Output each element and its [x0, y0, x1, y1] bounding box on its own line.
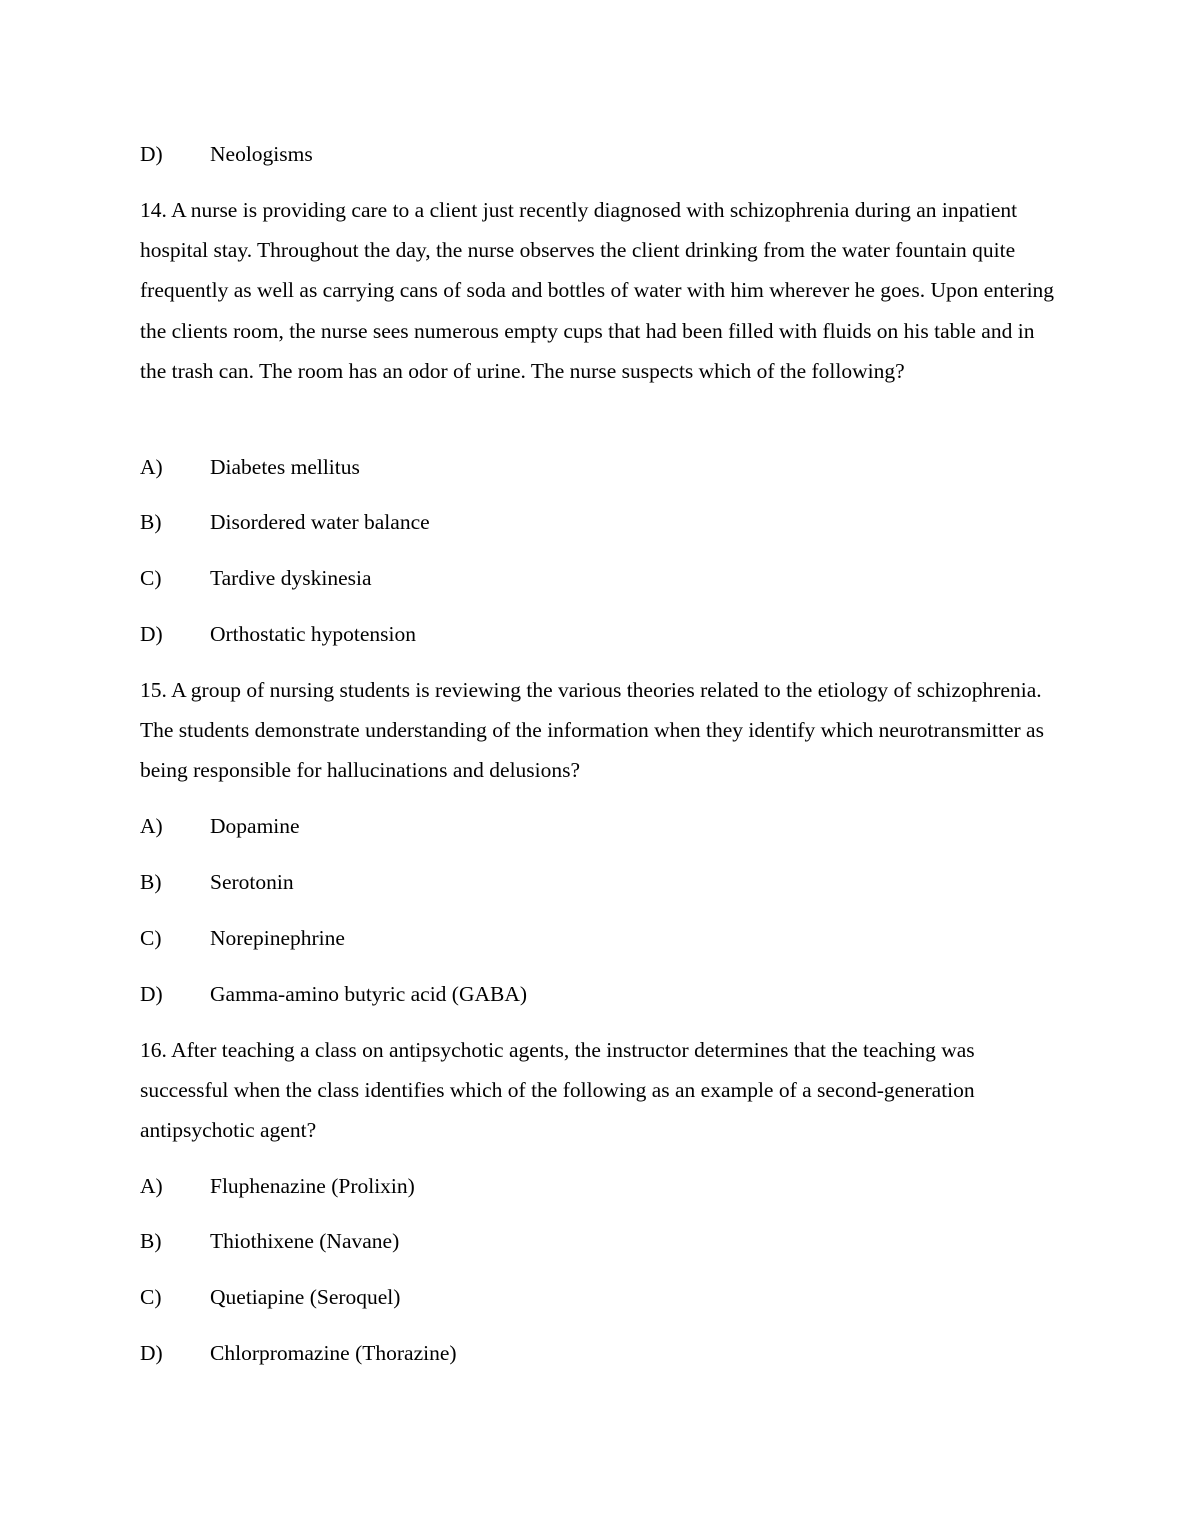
option-text: Diabetes mellitus [210, 455, 360, 479]
option-letter: C) [140, 926, 162, 950]
option-letter: D) [140, 622, 163, 646]
option-text: Orthostatic hypotension [210, 622, 417, 646]
option-text: Norepinephrine [210, 926, 345, 950]
option-letter: B) [140, 870, 162, 894]
option-letter: A) [140, 455, 163, 479]
option-letter: A) [140, 1174, 163, 1198]
answer-option [140, 1282, 400, 1312]
option-letter: C) [140, 1285, 162, 1309]
option-text: Disordered water balance [210, 510, 430, 534]
option-text: Gamma-amino butyric acid (GABA) [210, 982, 528, 1006]
answer-option [140, 452, 360, 482]
question-14-text: 14. A nurse is providing care to a client just recently diagnosed with schizophrenia during an inpatient hospital stay. Throughout the day, the nurse observes the client drinking from the water fountain quite frequently as well as carrying cans of soda and bottles of water with him wherever he goes. Upon entering the clients room, the nurse sees numerous empty cups that had been filled with fluids on his table and in the trash can. The room has an odor of urine. The nurse suspects which of the following? [140, 198, 1055, 383]
option-text: Serotonin [210, 870, 294, 894]
question-16-text: 16. After teaching a class on antipsychotic agents, the instructor determines that the teaching was successful when the class identifies which of the following as an example of a second-generation antipsychotic agent? [140, 1038, 975, 1143]
option-text: Thiothixene (Navane) [210, 1229, 400, 1253]
answer-option [140, 563, 372, 593]
option-letter: B) [140, 1229, 162, 1253]
answer-option [140, 139, 313, 169]
answer-option [140, 507, 430, 537]
option-text: Tardive dyskinesia [210, 566, 372, 590]
answer-option [140, 619, 416, 649]
option-letter: D) [140, 142, 163, 166]
answer-option [140, 979, 527, 1009]
answer-option [140, 1338, 457, 1368]
option-text: Chlorpromazine (Thorazine) [210, 1341, 457, 1365]
answer-option [140, 1171, 415, 1201]
option-letter: D) [140, 982, 163, 1006]
option-text: Dopamine [210, 814, 300, 838]
answer-option [140, 867, 294, 897]
option-letter: D) [140, 1341, 163, 1365]
option-letter: A) [140, 814, 163, 838]
option-text: Fluphenazine (Prolixin) [210, 1174, 415, 1198]
answer-option [140, 923, 345, 953]
answer-option [140, 811, 300, 841]
question-15-text: 15. A group of nursing students is reviewing the various theories related to the etiology of schizophrenia. The students demonstrate understanding of the information when they identify which neurotransmitter as being responsible for hallucinations and delusions? [140, 678, 1044, 783]
option-letter: B) [140, 510, 162, 534]
answer-option [140, 1226, 399, 1256]
option-letter: C) [140, 566, 162, 590]
option-text: Quetiapine (Seroquel) [210, 1285, 401, 1309]
option-text: Neologisms [210, 142, 313, 166]
